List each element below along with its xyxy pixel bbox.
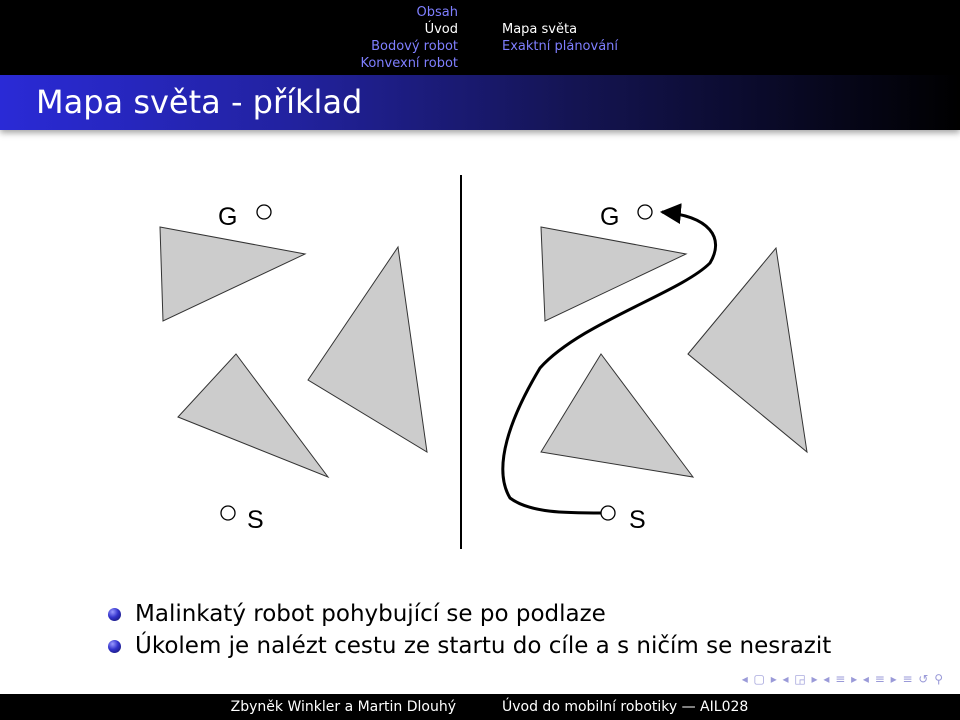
- right-obstacle-right: [688, 248, 807, 452]
- right-start-marker: [601, 506, 615, 520]
- top-navigation-bar: [0, 0, 960, 75]
- bullet-ball-icon: [108, 608, 121, 621]
- right-start-label: S: [629, 506, 646, 534]
- left-start-marker: [221, 506, 235, 520]
- bullet-item: [108, 630, 908, 662]
- footer-course: Úvod do mobilní robotiky — AIL028: [502, 699, 749, 715]
- bullet-item: [108, 598, 908, 630]
- nav-item-mapa-sveta[interactable]: Mapa světa: [502, 21, 578, 37]
- nav-subsections: [480, 0, 960, 75]
- bullet-list: [108, 598, 908, 662]
- world-map-figure: [140, 168, 820, 558]
- bullet-text: Malinkatý robot pohybující se po podlaze: [135, 601, 606, 627]
- nav-item-uvod[interactable]: Úvod: [424, 21, 458, 37]
- left-start-label: S: [247, 506, 264, 534]
- left-obstacle-bottom: [178, 354, 328, 477]
- bullet-text: Úkolem je nalézt cestu ze startu do cíle a s ničím se nesrazit: [135, 633, 832, 659]
- right-obstacle-top: [541, 227, 686, 321]
- left-obstacle-top: [160, 227, 305, 321]
- left-goal-marker: [257, 205, 271, 219]
- world-map-diagram: [140, 168, 820, 558]
- nav-sections: [0, 0, 480, 75]
- footer-authors: Zbyněk Winkler a Martin Dlouhý: [230, 699, 456, 715]
- nav-item-bodovy-robot[interactable]: Bodový robot: [371, 38, 458, 54]
- frame-title-bar: [0, 75, 960, 130]
- footer-authors-cell: [0, 694, 480, 720]
- right-goal-marker: [638, 205, 652, 219]
- left-obstacle-right: [308, 247, 427, 452]
- bullet-ball-icon: [108, 640, 121, 653]
- frame-title: Mapa světa - příklad: [36, 83, 363, 121]
- beamer-navigation-symbols[interactable]: ◂ ▢ ▸ ◂ ◲ ▸ ◂ ≡ ▸ ◂ ≡ ▸ ≡ ↺ ⚲: [741, 672, 944, 686]
- footer-bar: [0, 694, 960, 720]
- nav-item-obsah[interactable]: Obsah: [416, 4, 458, 20]
- nav-item-konvexni-robot[interactable]: Konvexní robot: [360, 55, 458, 71]
- right-goal-label: G: [600, 203, 620, 231]
- nav-item-exaktni-planovani[interactable]: Exaktní plánování: [502, 38, 619, 54]
- left-goal-label: G: [218, 203, 238, 231]
- right-obstacle-bottom: [541, 354, 693, 477]
- footer-course-cell: [480, 694, 960, 720]
